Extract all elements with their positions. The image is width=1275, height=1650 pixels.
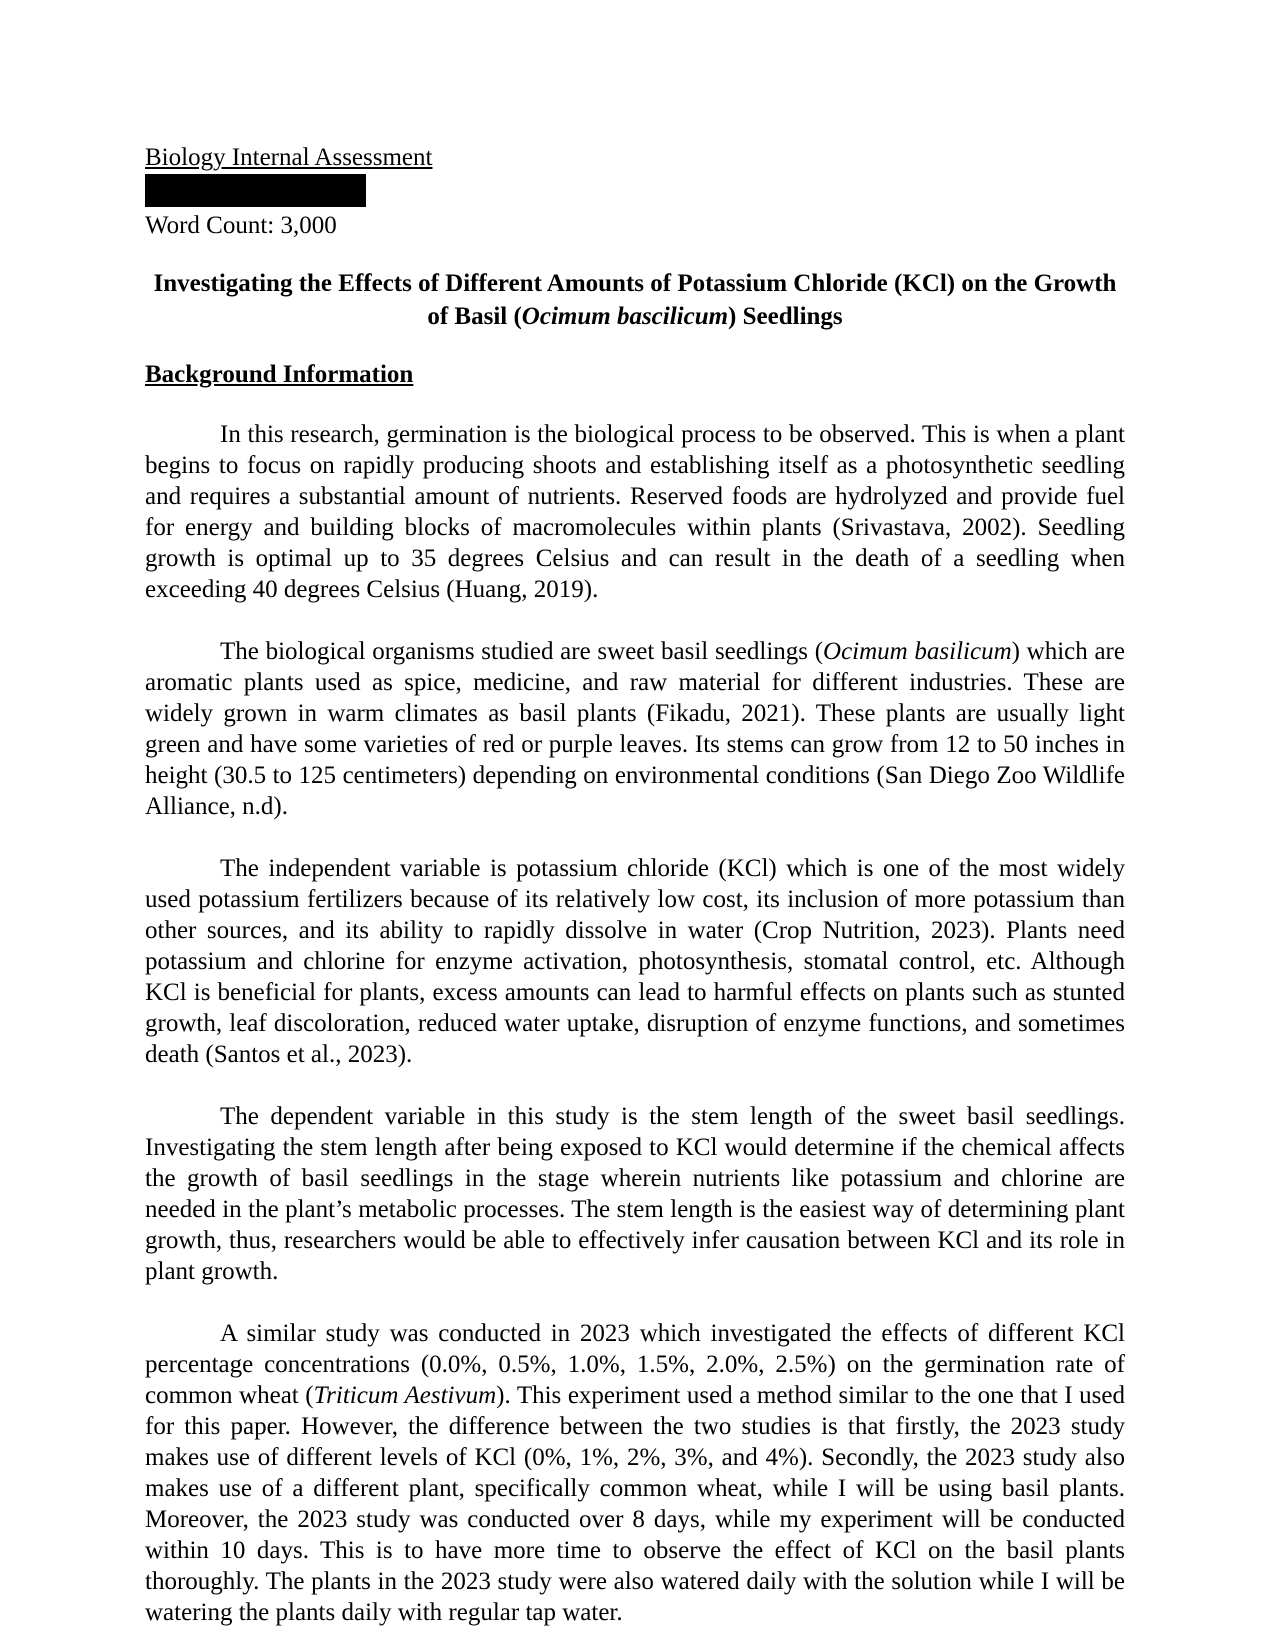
italic-text-segment: Ocimum bascilicum (521, 303, 729, 330)
text-segment: ) which are aromatic plants used as spice, medicine, and raw material for different industries. These are widely grown in warm climates as basil plants (Fikadu, 2021). These plants are usually light green and have some varieties of red or purple leaves. Its stems can grow from 12 to 50 inches in height (30.5 to 125 centimeters) depending on environmental conditions (San Diego Zoo Wildlife Alliance, n.d). (145, 638, 1125, 820)
italic-text-segment: Ocimum basilicum (823, 638, 1012, 665)
paragraph-similar-study (145, 1318, 1125, 1628)
paragraph-dependent-variable (145, 1101, 1125, 1287)
text-segment: The independent variable is potassium chloride (KCl) which is one of the most widely used potassium fertilizers because of its relatively low cost, its inclusion of more potassium than other sources, and its ability to rapidly dissolve in water (Crop Nutrition, 2023). Plants need potassium and chlorine for enzyme activation, photosynthesis, stomatal control, etc. Although KCl is beneficial for plants, excess amounts can lead to harmful effects on plants such as stunted growth, leaf discoloration, reduced water uptake, disruption of enzyme functions, and sometimes death (Santos et al., 2023). (145, 855, 1125, 1068)
word-count: Word Count: 3,000 (145, 212, 337, 239)
text-segment: The dependent variable in this study is the stem length of the sweet basil seedlings. Investigating the stem length after being exposed to KCl would determine if the chemical affects the growth of basil seedlings in the stage wherein nutrients like potassium and chlorine are needed in the plant’s metabolic processes. The stem length is the easiest way of determining plant growth, thus, researchers would be able to effectively infer causation between KCl and its role in plant growth. (145, 1103, 1125, 1285)
section-heading-background-information: Background Information (145, 361, 414, 388)
text-segment: ) Seedlings (728, 303, 843, 330)
paragraph-germination (145, 419, 1125, 605)
text-segment: The biological organisms studied are sweet basil seedlings ( (220, 638, 824, 665)
text-segment: Investigating the Effects of Different Amounts of Potassium Chloride (KCl) on the Growth of Basil ( (153, 270, 1117, 330)
document-title (145, 267, 1125, 333)
italic-text-segment: Triticum Aestivum (313, 1382, 497, 1409)
redacted-name-bar (145, 174, 366, 207)
text-segment: In this research, germination is the biological process to be observed. This is when a plant begins to focus on rapidly producing shoots and establishing itself as a photosynthetic seedling and requires a substantial amount of nutrients. Reserved foods are hydrolyzed and provide fuel for energy and building blocks of macromolecules within plants (Srivastava, 2002). Seedling growth is optimal up to 35 degrees Celsius and can result in the death of a seedling when exceeding 40 degrees Celsius (Huang, 2019). (145, 421, 1125, 603)
text-segment: ). This experiment used a method similar to the one that I used for this paper. However, the difference between the two studies is that firstly, the 2023 study makes use of different levels of KCl (0%, 1%, 2%, 3%, and 4%). Secondly, the 2023 study also makes use of a different plant, specifically common wheat, while I will be using basil plants. Moreover, the 2023 study was conducted over 8 days, while my experiment will be conducted within 10 days. This is to have more time to observe the effect of KCl on the basil plants thoroughly. The plants in the 2023 study were also watered daily with the solution while I will be watering the plants daily with regular tap water. (145, 1382, 1125, 1626)
paragraph-independent-variable (145, 853, 1125, 1070)
course-header: Biology Internal Assessment (145, 144, 433, 171)
paragraph-organisms (145, 636, 1125, 822)
text-segment: A similar study was conducted in 2023 which investigated the effects of different KCl percentage concentrations (0.0%, 0.5%, 1.0%, 1.5%, 2.0%, 2.5%) on the germination rate of common wheat ( (145, 1320, 1125, 1409)
